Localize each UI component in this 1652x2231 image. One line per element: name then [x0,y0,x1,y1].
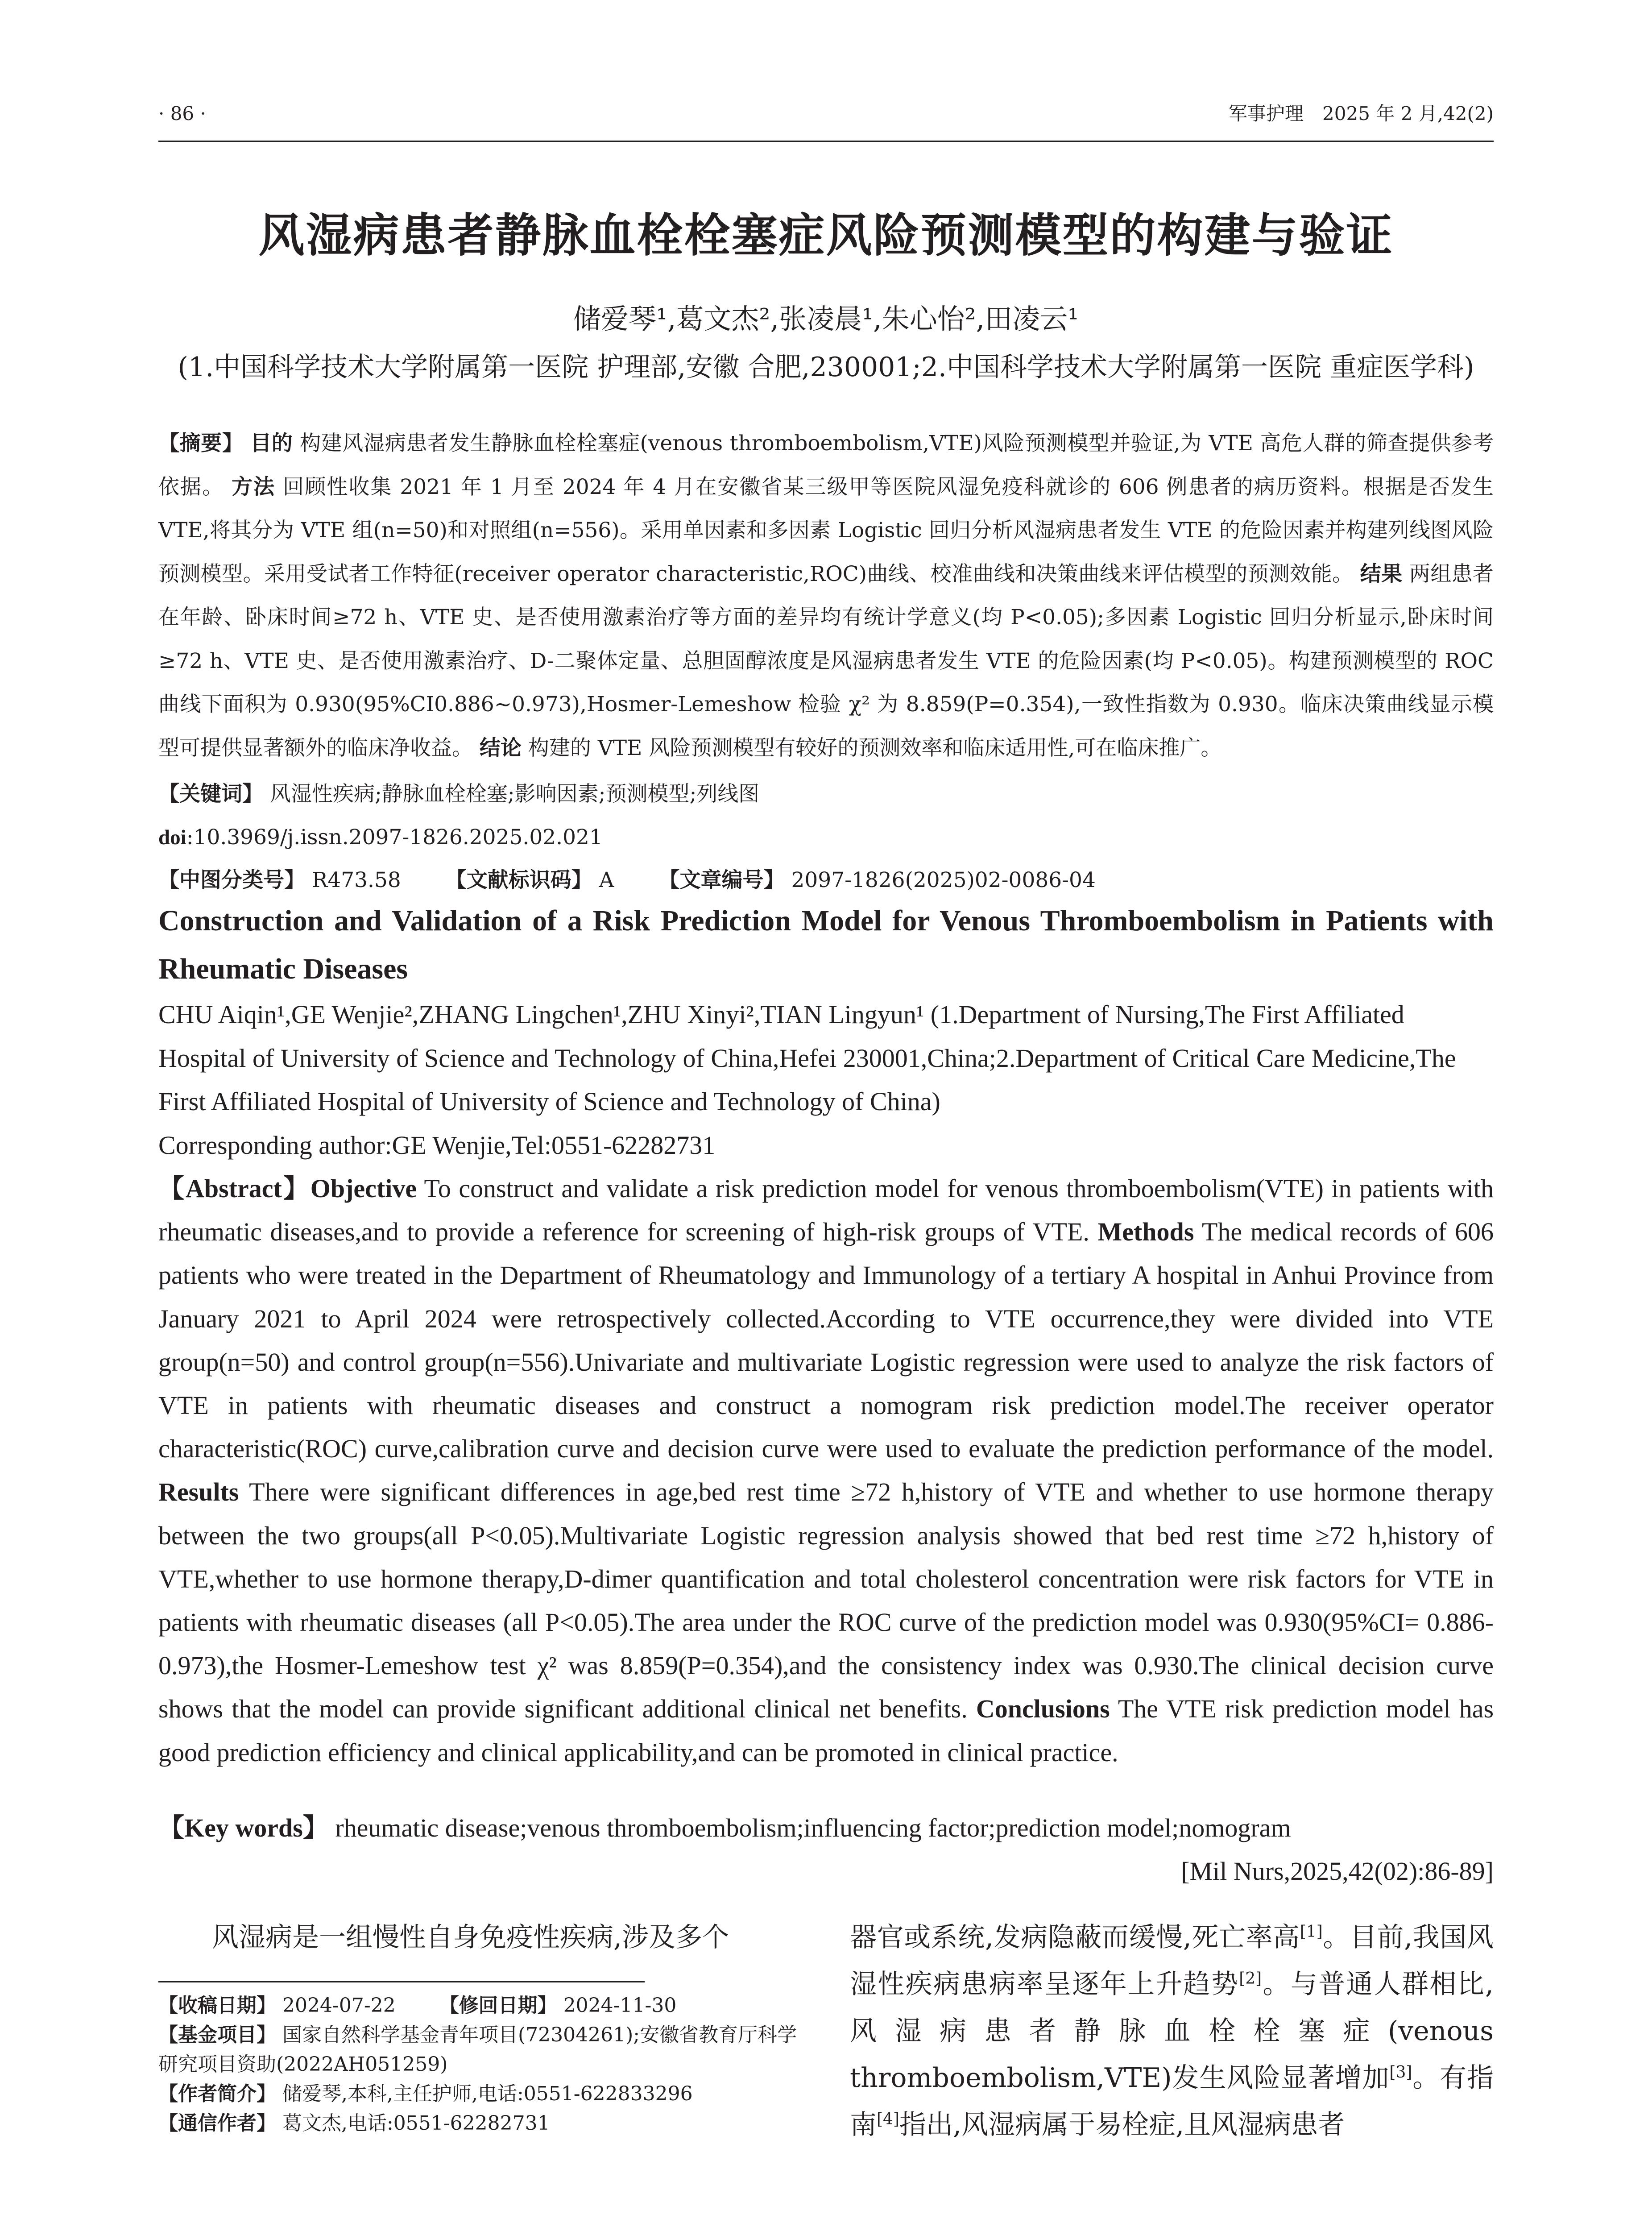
abstract-zh [158,422,1494,770]
results-en-label: Results [158,1477,239,1507]
footnote [158,1991,801,2138]
corresponding-text: 葛文杰,电话:0551-62282731 [282,2112,550,2135]
doc-code-value: A [599,868,614,892]
doi-value: :10.3969/j.issn.2097-1826.2025.02.021 [186,825,603,850]
fund-text: 国家自然科学基金青年项目(72304261);安徽省教育厅科学研究项目资助(2022AH051259) [158,2024,797,2076]
keywords-zh-text: 风湿性疾病;静脉血栓栓塞;影响因素;预测模型;列线图 [269,782,760,806]
conclusions-en-text: The VTE risk prediction model has good prediction efficiency and clinical applicability,and can be promoted in clinical practice. [158,1694,1494,1767]
objective-text: 构建风湿病患者发生静脉血栓栓塞症(venous thromboembolism,VTE)风险预测模型并验证,为 VTE 高危人群的筛查提供参考依据。 [158,431,1494,499]
conclusion-text: 构建的 VTE 风险预测模型有较好的预测效率和临床适用性,可在临床推广。 [528,735,1222,760]
revised-date: 2024-11-30 [563,1994,677,2017]
reference-marker[interactable]: [1] [1300,1923,1323,1941]
keywords-en-text: rheumatic disease;venous thromboembolism;influencing factor;prediction model;nomogram [335,1813,1291,1842]
body-text: 。与普通人群相比,风湿病患者静脉血栓栓塞症(venous thromboembolism,VTE)发生风险显著增加 [850,1969,1494,2094]
conclusions-en-label: Conclusions [976,1694,1110,1724]
author-list: 储爱琴¹,葛文杰²,张凌晨¹,朱心怡²,田凌云¹ [573,303,1079,335]
classification-line [158,860,1494,900]
received-label: 【收稿日期】 [158,1994,276,2017]
body-text: 。有指南 [850,2062,1494,2140]
abstract-zh-label: 【摘要】 [158,431,244,456]
doc-code-label: 【文献标识码】 [445,868,592,892]
page-number: · 86 · [158,103,206,124]
corresponding-label: 【通信作者】 [158,2112,276,2135]
keywords-zh [158,774,1494,814]
received-date: 2024-07-22 [282,1994,396,2017]
reference-marker[interactable]: [4] [877,2110,899,2128]
methods-label: 方法 [232,474,276,499]
fund-label: 【基金项目】 [158,2024,276,2046]
article-no-label: 【文章编号】 [658,868,785,892]
reference-marker[interactable]: [2] [1239,1970,1262,1988]
revised-label: 【修回日期】 [439,1994,557,2017]
citation-en: [Mil Nurs,2025,42(02):86-89] [1181,1857,1494,1886]
objective-en-text: To construct and validate a risk prediction model for venous thromboembolism(VTE) in patients with rheumatic diseases,and to provide a reference for screening of high-risk groups of VTE. [158,1174,1494,1247]
corresponding-author-en: Corresponding author:GE Wenjie,Tel:0551-62282731 [158,1130,716,1160]
methods-en-label: Methods [1097,1217,1194,1247]
doi-label: doi [158,826,186,849]
keywords-zh-label: 【关键词】 [158,782,263,806]
abstract-en-label: 【Abstract】 [158,1174,311,1203]
body-text: 。目前,我国风湿性疾病患病率呈逐年上升趋势 [850,1922,1494,2000]
conclusion-label: 结论 [479,735,522,760]
keywords-en-label: 【Key words】 [158,1813,329,1842]
doi-line [158,817,1494,858]
author-bio-text: 储爱琴,本科,主任护师,电话:0551-622833296 [282,2082,693,2105]
objective-label: 目的 [250,431,293,456]
authors-affiliation-en: CHU Aiqin¹,GE Wenjie²,ZHANG Lingchen¹,ZHU Xinyi²,TIAN Lingyun¹ (1.Department of Nursing,The First Affiliated Hospital of University of Science and Technology of China,Hefei 230001,China;2.Department of Critical Care Medicine,The First Affiliated Hospital of University of Science and Technology of China) [158,1000,1456,1116]
author-bio-label: 【作者简介】 [158,2082,276,2105]
authors-en [158,993,1494,1167]
article-title: 风湿病患者静脉血栓栓塞症风险预测模型的构建与验证 [258,209,1394,262]
results-label: 结果 [1360,561,1403,586]
author-affiliation: (1.中国科学技术大学附属第一医院 护理部,安徽 合肥,230001;2.中国科学技术大学附属第一医院 重症医学科) [178,352,1474,383]
methods-text: 回顾性收集 2021 年 1 月至 2024 年 4 月在安徽省某三级甲等医院风湿免疫科就诊的 606 例患者的病历资料。根据是否发生 VTE,将其分为 VTE 组(n=50)和对照组(n=556)。采用单因素和多因素 Logistic 回归分析风湿病患者发生 VTE 的危险因素并构建列线图风险预测模型。采用受试者工作特征(receiver operator characteristic,ROC)曲线、校准曲线和决策曲线来评估模型的预测效能。 [158,474,1494,586]
article-title-en: Construction and Validation of a Risk Prediction Model for Venous Thromboembolism in Patients with Rheumatic Diseases [158,904,1494,985]
methods-en-text: The medical records of 606 patients who were treated in the Department of Rheumatology and Immunology of a tertiary A hospital in Anhui Province from January 2021 to April 2024 were retrospectively collected.According to VTE occurrence,they were divided into VTE group(n=50) and control group(n=556).Univariate and multivariate Logistic regression were used to analyze the risk factors of VTE in patients with rheumatic diseases and construct a nomogram risk prediction model.The receiver operator characteristic(ROC) curve,calibration curve and decision curve were used to evaluate the prediction performance of the model. [158,1217,1494,1464]
body-column-right [850,1914,1494,2148]
article-no-value: 2097-1826(2025)02-0086-04 [791,868,1096,892]
clc-value: R473.58 [311,868,401,892]
body-text: 器官或系统,发病隐蔽而缓慢,死亡率高 [850,1922,1300,1953]
body-column-left: 风湿病是一组慢性自身免疫性疾病,涉及多个 [212,1922,729,1953]
reference-marker[interactable]: [3] [1389,2063,1412,2082]
keywords-en [158,1806,1494,1849]
objective-en-label: Objective [310,1174,417,1203]
header-rule [158,141,1494,142]
footnote-rule [158,1981,645,1982]
journal-info: 军事护理 2025 年 2 月,42(2) [1229,103,1494,124]
body-text: 指出,风湿病属于易栓症,且风湿病患者 [899,2109,1345,2140]
clc-label: 【中图分类号】 [158,868,305,892]
results-text: 两组患者在年龄、卧床时间≥72 h、VTE 史、是否使用激素治疗等方面的差异均有统计学意义(均 P<0.05);多因素 Logistic 回归分析显示,卧床时间≥72 h、VTE 史、是否使用激素治疗、D-二聚体定量、总胆固醇浓度是风湿病患者发生 VTE 的危险因素(均 P<0.05)。构建预测模型的 ROC 曲线下面积为 0.930(95%CI0.886~0.973),Hosmer-Lemeshow 检验 χ² 为 8.859(P=0.354),一致性指数为 0.930。临床决策曲线显示模型可提供显著额外的临床净收益。 [158,561,1494,760]
abstract-en [158,1167,1494,1774]
results-en-text: There were significant differences in age,bed rest time ≥72 h,history of VTE and whether to use hormone therapy between the two groups(all P<0.05).Multivariate Logistic regression analysis showed that bed rest time ≥72 h,history of VTE,whether to use hormone therapy,D-dimer quantification and total cholesterol concentration were risk factors for VTE in patients with rheumatic diseases (all P<0.05).The area under the ROC curve of the prediction model was 0.930(95%CI= 0.886-0.973),the Hosmer-Lemeshow test χ² was 8.859(P=0.354),and the consistency index was 0.930.The clinical decision curve shows that the model can provide significant additional clinical net benefits. [158,1477,1494,1724]
